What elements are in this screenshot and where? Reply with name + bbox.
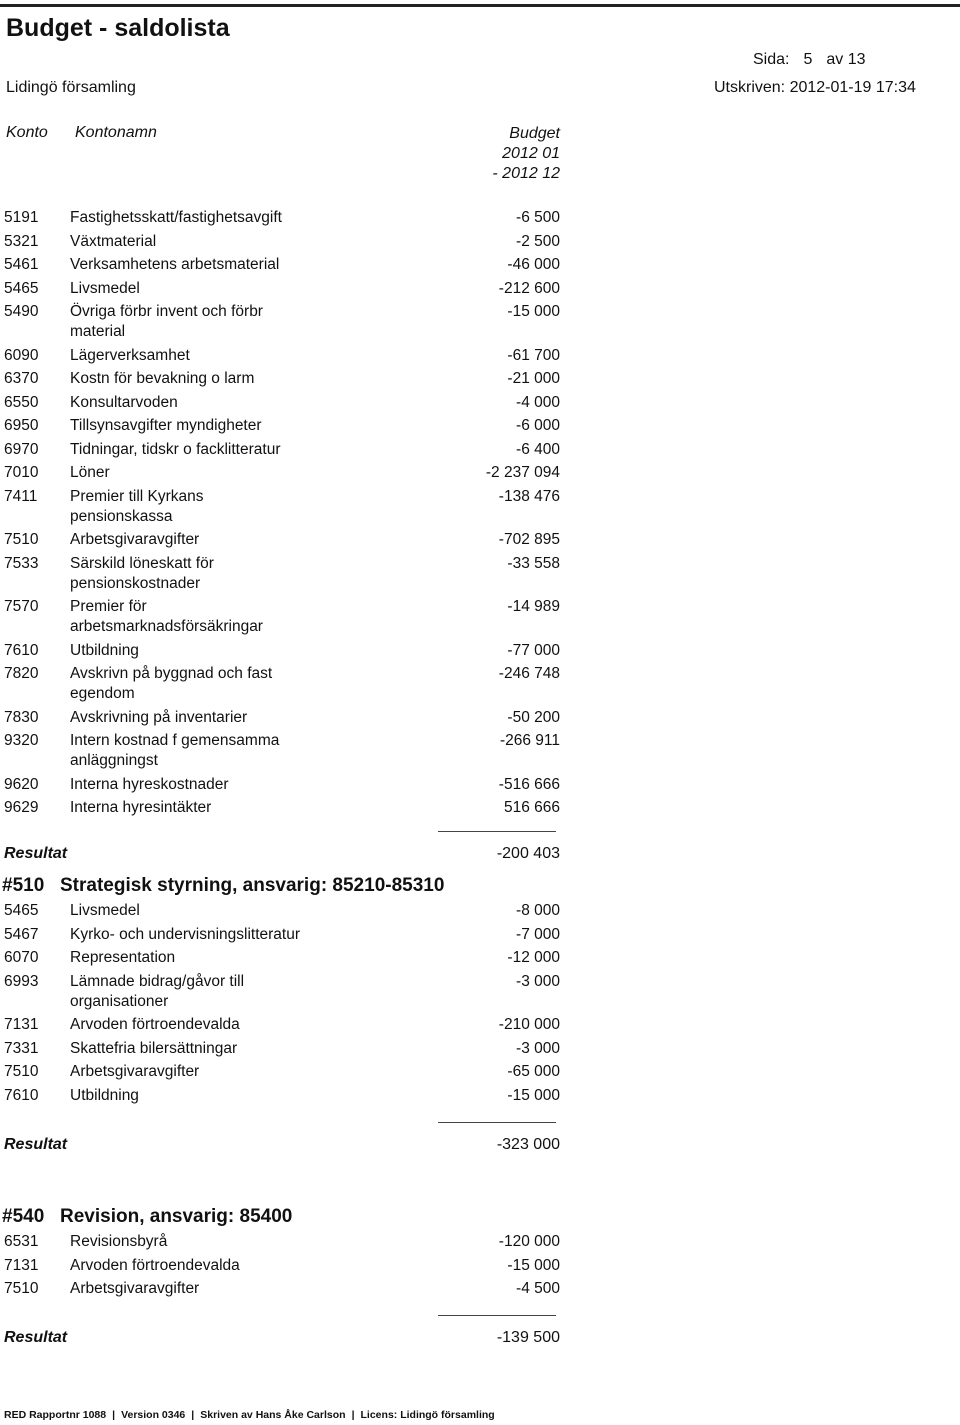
account-row: [0, 530, 620, 550]
account-row: [0, 798, 620, 818]
account-name: Kostn för bevakning o larm: [70, 370, 255, 387]
budget-amount: -61 700: [507, 346, 560, 364]
account-code: 9320: [4, 732, 39, 749]
account-row: [0, 208, 620, 228]
top-rule: [0, 4, 960, 7]
account-name: Livsmedel: [70, 902, 140, 919]
budget-amount: -77 000: [507, 641, 560, 659]
account-row: [0, 925, 620, 945]
page-indicator: [753, 51, 880, 69]
budget-amount: -4 500: [516, 1280, 560, 1297]
footer-author: Skriven av Hans Åke Carlson: [200, 1409, 346, 1421]
footer-version: Version 0346: [121, 1409, 186, 1421]
account-name: Särskild löneskatt för pensionskostnader: [70, 554, 214, 592]
account-name: Arbetsgivaravgifter: [70, 1280, 200, 1297]
account-name: Premier för arbetsmarknadsförsäkringar: [70, 598, 263, 635]
footer-report-number: RED Rapportnr 1088: [4, 1409, 107, 1421]
budget-amount: -33 558: [507, 554, 560, 572]
budget-amount: -6 500: [516, 209, 560, 226]
section-number: #540: [2, 1206, 45, 1227]
account-row: [0, 664, 620, 704]
account-code: 6370: [4, 370, 39, 387]
account-row: [0, 232, 620, 252]
account-name: Premier till Kyrkans pensionskassa: [70, 487, 204, 525]
sum-rule: [438, 1122, 556, 1123]
account-code: 5465: [4, 279, 39, 297]
account-code: 7510: [4, 1063, 39, 1080]
footer-separator: |: [191, 1409, 195, 1421]
account-code: 7510: [4, 531, 39, 548]
footer-license: Licens: Lidingö församling: [360, 1409, 495, 1421]
account-name: Löner: [70, 464, 110, 481]
account-row: [0, 1086, 620, 1106]
result-value: -323 000: [496, 1135, 560, 1153]
account-name: Växtmaterial: [70, 232, 157, 250]
account-row: [0, 1232, 620, 1252]
account-row: [0, 641, 620, 661]
column-header-budget: [440, 124, 560, 184]
account-name: Arvoden förtroendevalda: [70, 1256, 240, 1274]
budget-amount: -210 000: [498, 1016, 560, 1033]
account-code: 7010: [4, 464, 39, 481]
page-label: Sida:: [753, 51, 790, 68]
budget-amount: -65 000: [507, 1063, 560, 1080]
account-name: Arbetsgivaravgifter: [70, 1063, 200, 1080]
column-header-konto: Konto: [6, 124, 48, 141]
budget-amount: -702 895: [498, 531, 560, 548]
account-code: 7533: [4, 554, 39, 572]
section-heading: [0, 875, 620, 901]
account-row: [0, 554, 620, 594]
account-code: 7570: [4, 598, 39, 615]
account-row: [0, 346, 620, 366]
account-row: [0, 731, 620, 771]
account-name: Avskrivning på inventarier: [70, 708, 248, 726]
account-row: [0, 416, 620, 436]
budget-amount: 516 666: [503, 799, 560, 816]
account-rows: [0, 208, 620, 818]
account-row: [0, 775, 620, 795]
account-row: [0, 1039, 620, 1059]
budget-amount: -3 000: [516, 1039, 560, 1057]
page-number: 5: [803, 51, 813, 68]
account-rows: [0, 1232, 620, 1299]
account-section-1: [0, 208, 620, 863]
budget-amount: -138 476: [498, 487, 560, 505]
result-row: [0, 845, 620, 863]
budget-amount: -14 989: [507, 598, 560, 615]
account-name: Lägerverksamhet: [70, 346, 190, 364]
budget-amount: -15 000: [507, 1256, 560, 1274]
account-name: Tidningar, tidskr o facklitteratur: [70, 440, 281, 458]
account-row: [0, 901, 620, 921]
section-title: Strategisk styrning, ansvarig: 85210-85310: [60, 875, 445, 896]
account-code: 5321: [4, 232, 39, 250]
account-row: [0, 948, 620, 968]
account-code: 6090: [4, 346, 39, 364]
account-rows: [0, 901, 620, 1106]
account-row: [0, 440, 620, 460]
account-name: Arbetsgivaravgifter: [70, 531, 200, 548]
account-name: Tillsynsavgifter myndigheter: [70, 417, 262, 434]
printed-timestamp: Utskriven: 2012-01-19 17:34: [714, 79, 916, 96]
section-number: #510: [2, 875, 45, 896]
account-code: 7610: [4, 1086, 39, 1104]
account-name: Lämnade bidrag/gåvor till organisationer: [70, 972, 245, 1010]
account-name: Revisionsbyrå: [70, 1233, 168, 1250]
report-title: Budget - saldolista: [6, 14, 230, 42]
account-name: Kyrko- och undervisningslitteratur: [70, 925, 301, 943]
account-row: [0, 1062, 620, 1082]
section-heading: [0, 1206, 620, 1232]
budget-header-line1: Budget: [509, 125, 560, 142]
account-row: [0, 393, 620, 413]
account-code: 5490: [4, 303, 39, 320]
result-label: Resultat: [4, 1135, 68, 1153]
account-name: Utbildning: [70, 1086, 139, 1104]
budget-amount: -246 748: [498, 665, 560, 682]
account-name: Avskrivn på byggnad och fast egendom: [70, 665, 273, 702]
account-row: [0, 597, 620, 637]
account-code: 5461: [4, 256, 39, 273]
account-name: Konsultarvoden: [70, 393, 178, 411]
account-row: [0, 369, 620, 389]
account-code: 7411: [4, 487, 38, 505]
budget-header-line3: - 2012 12: [492, 165, 560, 182]
account-name: Fastighetsskatt/fastighetsavgift: [70, 209, 282, 226]
section-title: Revision, ansvarig: 85400: [60, 1206, 293, 1227]
report-footer: [4, 1409, 495, 1421]
footer-separator: |: [351, 1409, 355, 1421]
account-row: [0, 255, 620, 275]
account-code: 7131: [4, 1016, 39, 1033]
budget-amount: -21 000: [507, 370, 560, 387]
account-name: Intern kostnad f gemensamma anläggningst: [70, 732, 280, 769]
account-code: 6970: [4, 440, 39, 458]
account-name: Verksamhetens arbetsmaterial: [70, 256, 280, 273]
account-name: Livsmedel: [70, 279, 140, 297]
budget-amount: -6 000: [516, 417, 560, 434]
budget-amount: -212 600: [498, 279, 560, 297]
account-section-510: [0, 875, 620, 1154]
budget-amount: -7 000: [516, 925, 560, 943]
account-section-540: [0, 1206, 620, 1347]
account-code: 6531: [4, 1233, 39, 1250]
budget-amount: -2 500: [516, 232, 560, 250]
account-row: [0, 279, 620, 299]
result-label: Resultat: [4, 845, 68, 862]
account-code: 7610: [4, 641, 39, 659]
budget-amount: -12 000: [507, 949, 560, 966]
sum-rule: [438, 1315, 556, 1316]
account-row: [0, 708, 620, 728]
sum-rule: [438, 831, 556, 832]
account-name: Interna hyresintäkter: [70, 799, 212, 816]
account-code: 5191: [4, 209, 39, 226]
account-code: 5467: [4, 925, 39, 943]
budget-amount: -15 000: [507, 1086, 560, 1104]
account-code: 7331: [4, 1039, 39, 1057]
account-name: Representation: [70, 949, 176, 966]
account-row: [0, 1279, 620, 1299]
result-label: Resultat: [4, 1329, 68, 1346]
account-name: Skattefria bilersättningar: [70, 1039, 238, 1057]
account-name: Övriga förbr invent och förbr material: [70, 303, 263, 340]
budget-amount: -15 000: [507, 303, 560, 320]
account-code: 7830: [4, 708, 39, 726]
budget-amount: -8 000: [516, 902, 560, 919]
result-row: [0, 1329, 620, 1347]
account-row: [0, 972, 620, 1012]
budget-amount: -4 000: [516, 393, 560, 411]
account-code: 9629: [4, 799, 39, 816]
budget-amount: -3 000: [516, 972, 560, 990]
account-row: [0, 302, 620, 342]
budget-amount: -120 000: [498, 1233, 560, 1250]
account-name: Interna hyreskostnader: [70, 775, 229, 793]
account-code: 6070: [4, 949, 39, 966]
result-row: [0, 1136, 620, 1154]
account-code: 5465: [4, 902, 39, 919]
budget-amount: -516 666: [498, 775, 560, 793]
account-name: Utbildning: [70, 641, 139, 659]
result-value: -200 403: [496, 845, 560, 862]
budget-amount: -50 200: [507, 708, 560, 726]
footer-separator: |: [112, 1409, 116, 1421]
budget-amount: -6 400: [516, 440, 560, 458]
account-row: [0, 1015, 620, 1035]
account-code: 7131: [4, 1256, 39, 1274]
account-row: [0, 1256, 620, 1276]
account-code: 7510: [4, 1280, 39, 1297]
account-code: 7820: [4, 665, 39, 682]
column-header-kontonamn: Kontonamn: [75, 124, 157, 141]
budget-amount: -266 911: [499, 732, 560, 749]
account-row: [0, 463, 620, 483]
account-name: Arvoden förtroendevalda: [70, 1016, 240, 1033]
page-total: av 13: [826, 51, 866, 68]
budget-amount: -2 237 094: [485, 464, 560, 481]
organization-name: Lidingö församling: [6, 79, 136, 96]
budget-amount: -46 000: [507, 256, 560, 273]
account-row: [0, 487, 620, 527]
account-code: 6950: [4, 417, 39, 434]
account-code: 6993: [4, 972, 39, 990]
account-code: 6550: [4, 393, 39, 411]
budget-header-line2: 2012 01: [502, 145, 560, 162]
account-code: 9620: [4, 775, 39, 793]
result-value: -139 500: [496, 1329, 560, 1346]
